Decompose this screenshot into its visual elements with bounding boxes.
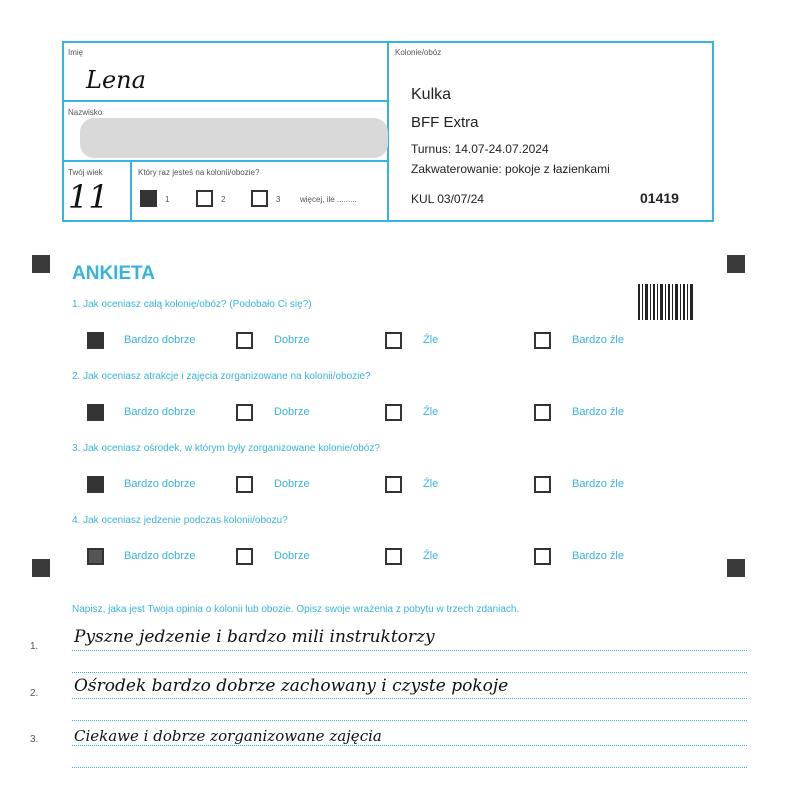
q4-option-bardzo-zle-checkbox[interactable] xyxy=(534,548,551,565)
times-option-more: więcej, ile ......... xyxy=(300,195,357,204)
first-name-label: Imię xyxy=(68,48,84,57)
q2-option-bardzo-dobrze-label: Bardzo dobrze xyxy=(124,406,196,418)
accommodation: Zakwaterowanie: pokoje z łazienkami xyxy=(411,162,610,176)
registration-marker-top-left xyxy=(32,255,50,273)
opinion-line-1-number: 1. xyxy=(30,641,39,652)
q3-option-zle-label: Źle xyxy=(423,478,439,490)
first-name-value: Lena xyxy=(86,66,146,94)
opinion-line-2-rule xyxy=(72,698,747,699)
registration-marker-bottom-right xyxy=(727,559,745,577)
q4-option-dobrze-label: Dobrze xyxy=(274,550,310,562)
camp-label: Kolonie/obóz xyxy=(395,48,442,57)
age-value: 11 xyxy=(68,178,109,216)
opinion-line-3-rule xyxy=(72,745,747,746)
times-option-3: 3 xyxy=(276,195,281,204)
times-checkbox-2[interactable] xyxy=(196,190,213,207)
q2-option-bardzo-dobrze-checkbox[interactable] xyxy=(87,404,104,421)
camp-code: KUL 03/07/24 xyxy=(411,192,484,206)
q2-option-bardzo-zle-checkbox[interactable] xyxy=(534,404,551,421)
times-option-1: 1 xyxy=(165,195,170,204)
q3-option-zle-checkbox[interactable] xyxy=(385,476,402,493)
form-number: 01419 xyxy=(640,190,679,206)
last-name-label: Nazwisko xyxy=(68,108,103,117)
q4-option-zle-label: Źle xyxy=(423,550,439,562)
times-option-2: 2 xyxy=(221,195,226,204)
opinion-line-1-text[interactable]: Pyszne jedzenie i bardzo mili instruktorzy xyxy=(74,627,435,647)
q2-option-zle-checkbox[interactable] xyxy=(385,404,402,421)
q1-option-zle-label: Źle xyxy=(423,334,439,346)
opinion-line-3-text[interactable]: Ciekawe i dobrze zorganizowane zajęcia xyxy=(74,727,382,745)
q3-option-bardzo-dobrze-label: Bardzo dobrze xyxy=(124,478,196,490)
q4-option-bardzo-zle-label: Bardzo źle xyxy=(572,550,624,562)
question-2: 2. Jak oceniasz atrakcje i zajęcia zorganizowane na kolonii/obozie? xyxy=(72,371,371,382)
q1-option-zle-checkbox[interactable] xyxy=(385,332,402,349)
question-1: 1. Jak oceniasz całą kolonię/obóz? (Podobało Ci się?) xyxy=(72,299,312,310)
q3-option-bardzo-zle-checkbox[interactable] xyxy=(534,476,551,493)
opinion-line-1-rule-extra xyxy=(72,672,747,673)
times-checkbox-1[interactable] xyxy=(140,190,157,207)
q4-option-bardzo-dobrze-label: Bardzo dobrze xyxy=(124,550,196,562)
q4-option-dobrze-checkbox[interactable] xyxy=(236,548,253,565)
q3-option-dobrze-label: Dobrze xyxy=(274,478,310,490)
opinion-prompt: Napisz, jaka jest Twoja opinia o kolonii lub obozie. Opisz swoje wrażenia z pobytu w trzech zdaniach. xyxy=(72,604,520,615)
question-4: 4. Jak oceniasz jedzenie podczas kolonii/obozu? xyxy=(72,515,288,526)
opinion-line-1-rule xyxy=(72,650,747,651)
times-question: Który raz jesteś na kolonii/obozie? xyxy=(138,168,260,177)
q1-option-bardzo-dobrze-label: Bardzo dobrze xyxy=(124,334,196,346)
registration-marker-top-right xyxy=(727,255,745,273)
opinion-line-3-rule-extra xyxy=(72,767,747,768)
q4-option-bardzo-dobrze-checkbox[interactable] xyxy=(87,548,104,565)
q3-option-bardzo-dobrze-checkbox[interactable] xyxy=(87,476,104,493)
opinion-line-3-number: 3. xyxy=(30,734,39,745)
q1-option-dobrze-checkbox[interactable] xyxy=(236,332,253,349)
opinion-line-2-rule-extra xyxy=(72,720,747,721)
opinion-line-2-number: 2. xyxy=(30,688,39,699)
q1-option-bardzo-zle-checkbox[interactable] xyxy=(534,332,551,349)
redacted-last-name xyxy=(80,118,388,158)
q2-option-dobrze-checkbox[interactable] xyxy=(236,404,253,421)
camp-name: Kulka xyxy=(411,86,452,103)
survey-title: ANKIETA xyxy=(72,263,156,284)
turnus: Turnus: 14.07-24.07.2024 xyxy=(411,142,549,156)
q1-option-dobrze-label: Dobrze xyxy=(274,334,310,346)
q3-option-dobrze-checkbox[interactable] xyxy=(236,476,253,493)
barcode-icon xyxy=(638,284,694,320)
q2-option-dobrze-label: Dobrze xyxy=(274,406,310,418)
times-checkbox-3[interactable] xyxy=(251,190,268,207)
camp-program: BFF Extra xyxy=(411,114,479,131)
q1-option-bardzo-zle-label: Bardzo źle xyxy=(572,334,624,346)
opinion-line-2-text[interactable]: Ośrodek bardzo dobrze zachowany i czyste pokoje xyxy=(74,676,509,696)
registration-marker-bottom-left xyxy=(32,559,50,577)
q3-option-bardzo-zle-label: Bardzo źle xyxy=(572,478,624,490)
question-3: 3. Jak oceniasz ośrodek, w którym były zorganizowane kolonie/obóz? xyxy=(72,443,380,454)
q1-option-bardzo-dobrze-checkbox[interactable] xyxy=(87,332,104,349)
q2-option-zle-label: Źle xyxy=(423,406,439,418)
q4-option-zle-checkbox[interactable] xyxy=(385,548,402,565)
q2-option-bardzo-zle-label: Bardzo źle xyxy=(572,406,624,418)
age-label: Twój wiek xyxy=(68,168,103,177)
